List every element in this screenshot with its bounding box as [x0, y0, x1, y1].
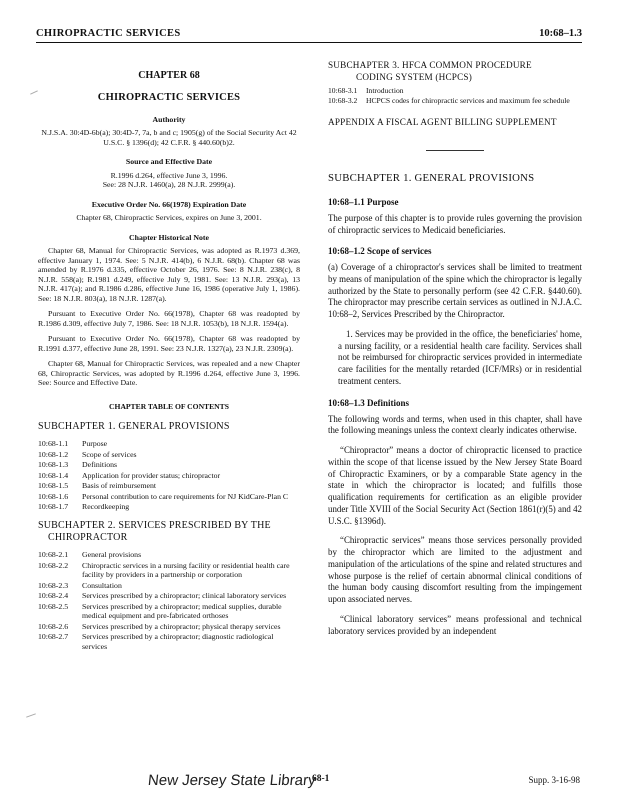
- toc-list: [38, 439, 300, 512]
- toc-item-number: 10:68-3.1: [328, 86, 358, 95]
- toc-item-title: Purpose: [82, 439, 108, 449]
- section-subitem: 1. Services may be provided in the office, the beneficiaries' home, a nursing facility, or a residential health care facility. Services shall not be reimbursed for chiropractic services provided in intermediate care facilities for the mentally retarded (ICF/MRs) or in residential treatment centers.: [338, 328, 582, 386]
- toc-item: [38, 602, 300, 621]
- toc-item: [38, 471, 300, 481]
- section-heading: 10:68–1.1 Purpose: [328, 196, 399, 207]
- history-paragraph: Chapter 68, Manual for Chiropractic Services, was adopted as R.1973 d.369, effective January 1, 1974. See: 5 N.J.R. 414(b), 6 N.J.R. 68(b). Chapter 68 was amended by R.1976 d.335, effective October 26, 1976. See: 8 N.J.R. 238(c), 8 N.J.R. 558(a); R.1981 d.249, effective July 9, 1981. See: 13 N.J.R. 293(a), 13 N.J.R. 417(a); and R.1986 d.286, effective June 16, 1986 (operative July 1, 1986). See: 18 N.J.R. 803(a), 18 N.J.R. 1287(a).: [38, 246, 300, 303]
- toc-item-number: 10:68-1.1: [38, 439, 69, 449]
- toc-item-title: Services prescribed by a chiropractor; clinical laboratory services: [82, 591, 287, 601]
- toc-item-title: Services prescribed by a chiropractor; medical supplies, durable medical equipment and pre-fabricated orthoses: [82, 601, 282, 621]
- toc-subchapter-title-line: CHIROPRACTOR: [48, 532, 128, 544]
- toc-item-title: Basis of reimbursement: [82, 481, 157, 491]
- definition-paragraph: “Chiropractor” means a doctor of chiropractic licensed to practice within the scope of that license issued by the New Jersey State Board of Chiropractic Examiners, or by a comparable State agency in the state in which the chiropractor is located; and fulfills those qualification requirements for certification as an eligible provider under Title XVIII of the Social Security Act (Section 1861(r)(5) and 42 U.S.C. §1396d).: [328, 445, 582, 526]
- toc-subchapter-title: [38, 520, 300, 544]
- supplement-date: Supp. 3-16-98: [528, 775, 580, 785]
- toc-item: [38, 450, 300, 460]
- toc-item-number: 10:68-2.4: [38, 591, 69, 601]
- toc-item-title: Chiropractic services in a nursing facility or residential health care facility by providers in a partnership or corporation: [82, 560, 290, 580]
- definition-paragraph: “Chiropractic services” means those services personally provided by the chiropractor which are limited to the adjustment and manipulation of the articulations of the spine and related structures and whose purpose is the relief of certain abnormal clinical conditions of the human body causing discomfort resulting from the impingement upon associated nerves.: [328, 535, 582, 605]
- toc-item-number: 10:68-1.5: [38, 481, 69, 491]
- toc-item: [38, 502, 300, 512]
- toc-item-title: Personal contribution to care requirements for NJ KidCare-Plan C: [82, 491, 289, 501]
- toc-item: [38, 561, 300, 580]
- toc-item-title: Recordkeeping: [82, 502, 130, 512]
- toc-item-title: Introduction: [366, 86, 404, 95]
- toc-item: [328, 86, 582, 95]
- toc-heading: CHAPTER TABLE OF CONTENTS: [109, 401, 229, 411]
- toc-item: [38, 591, 300, 601]
- toc-item-number: 10:68-2.5: [38, 601, 69, 611]
- toc-item-number: 10:68-3.2: [328, 96, 358, 106]
- toc-item: [38, 439, 300, 449]
- toc-item: [38, 581, 300, 591]
- toc-item: [328, 96, 582, 105]
- toc-item-number: 10:68-1.7: [38, 502, 69, 512]
- toc-item-title: Services prescribed by a chiropractor; diagnostic radiological services: [82, 632, 274, 651]
- toc-item-number: 10:68-2.1: [38, 550, 69, 560]
- executive-order-heading: Executive Order No. 66(1978) Expiration Date: [91, 199, 247, 209]
- chapter-number: CHAPTER 68: [138, 70, 200, 81]
- section-text: (a) Coverage of a chiropractor's services shall be limited to treatment by means of manipulation of the spine which the chiropractor is legally authorized by the State to personally perform (see 42 C.F.R. §440.60). The chiropractor may prescribe certain services as outlined in N.J.A.C. 10:68–2, Services Prescribed by the Chiropractor.: [328, 262, 582, 320]
- toc-item-title: HCPCS codes for chiropractic services and maximum fee schedule: [366, 96, 570, 106]
- page-number: 68-1: [312, 774, 330, 784]
- toc-subchapter-title: [328, 60, 582, 83]
- toc-item-number: 10:68-2.7: [38, 632, 69, 642]
- section-heading: 10:68–1.2 Scope of services: [328, 246, 432, 257]
- source-line: R.1996 d.264, effective June 3, 1996.: [110, 170, 228, 180]
- margin-mark: [26, 713, 36, 717]
- toc-item: [38, 460, 300, 470]
- margin-mark: [30, 90, 38, 94]
- section-heading: 10:68–1.3 Definitions: [328, 397, 409, 408]
- toc-subchapter-title-line: CODING SYSTEM (HCPCS): [356, 71, 472, 82]
- toc-item: [38, 492, 300, 502]
- toc-item-number: 10:68-1.2: [38, 449, 69, 459]
- toc-item-title: Consultation: [82, 580, 122, 590]
- toc-item: [38, 550, 300, 560]
- authority-text: N.J.S.A. 30:4D-6b(a); 30:4D-7, 7a, b and c; 1905(g) of the Social Security Act 42 U.S.C. § 1396(d); 42 C.F.R. § 440.60(b)2.: [41, 128, 297, 147]
- library-stamp: New Jersey State Library: [147, 772, 317, 789]
- header-title: CHIROPRACTIC SERVICES: [36, 28, 181, 39]
- toc-item: [38, 632, 300, 651]
- toc-item-number: 10:68-1.4: [38, 470, 69, 480]
- toc-item: [38, 481, 300, 491]
- history-paragraph: Pursuant to Executive Order No. 66(1978), Chapter 68 was readopted by R.1991 d.377, effective June 28, 1991. See: 23 N.J.R. 1327(a), 23 N.J.R. 2309(a).: [38, 334, 300, 353]
- toc-item-title: Application for provider status; chiropractor: [82, 470, 221, 480]
- toc-item-title: Definitions: [82, 460, 118, 470]
- history-heading: Chapter Historical Note: [129, 232, 209, 242]
- definition-paragraph: “Clinical laboratory services” means professional and technical laboratory services provided by an independent: [328, 613, 582, 636]
- section-text: The following words and terms, when used in this chapter, shall have the following meanings unless the context clearly indicates otherwise.: [328, 413, 582, 436]
- toc-list: [328, 86, 582, 106]
- toc-item-number: 10:68-2.3: [38, 580, 69, 590]
- toc-appendix: APPENDIX A FISCAL AGENT BILLING SUPPLEMENT: [328, 116, 557, 127]
- toc-item-number: 10:68-1.3: [38, 460, 69, 470]
- toc-item-number: 10:68-2.6: [38, 621, 69, 631]
- toc-item-number: 10:68-2.2: [38, 560, 69, 570]
- subchapter-heading: SUBCHAPTER 1. GENERAL PROVISIONS: [328, 171, 535, 184]
- source-line: See: 28 N.J.R. 1460(a), 28 N.J.R. 2999(a).: [102, 180, 236, 190]
- section-divider: [426, 150, 484, 151]
- toc-subchapter-title: SUBCHAPTER 1. GENERAL PROVISIONS: [38, 421, 230, 433]
- toc-item-title: General provisions: [82, 550, 142, 560]
- page-footer: [0, 772, 618, 792]
- history-paragraph: Pursuant to Executive Order No. 66(1978), Chapter 68 was readopted by R.1986 d.309, effective July 7, 1986. See: 18 N.J.R. 1053(b), 18 N.J.R. 1594(a).: [38, 309, 300, 328]
- source-heading: Source and Effective Date: [125, 157, 213, 167]
- section-text: The purpose of this chapter is to provide rules governing the provision of chiropractic services to Medicaid beneficiaries.: [328, 212, 582, 235]
- executive-order-text: Chapter 68, Chiropractic Services, expires on June 3, 2001.: [76, 213, 262, 223]
- toc-list: [38, 550, 300, 651]
- toc-item: [38, 622, 300, 632]
- chapter-title: CHIROPRACTIC SERVICES: [97, 92, 241, 104]
- running-header: [36, 26, 582, 43]
- right-column: [328, 60, 582, 645]
- authority-heading: Authority: [152, 114, 186, 124]
- toc-subchapter-title-line: SUBCHAPTER 3. HFCA COMMON PROCEDURE: [328, 60, 532, 70]
- toc-item-number: 10:68-1.6: [38, 491, 69, 501]
- header-section-number: 10:68–1.3: [539, 28, 582, 39]
- history-paragraph: Chapter 68, Manual for Chiropractic Services, was repealed and a new Chapter 68, Chiropractic Services, was adopted by R.1996 d.264, effective June 3, 1996. See: Source and Effective Date.: [38, 359, 300, 388]
- left-column: [38, 60, 300, 652]
- toc-item-title: Services prescribed by a chiropractor; physical therapy services: [82, 621, 281, 631]
- toc-subchapter-title-line: SUBCHAPTER 2. SERVICES PRESCRIBED BY THE: [38, 519, 271, 531]
- toc-item-title: Scope of services: [82, 449, 137, 459]
